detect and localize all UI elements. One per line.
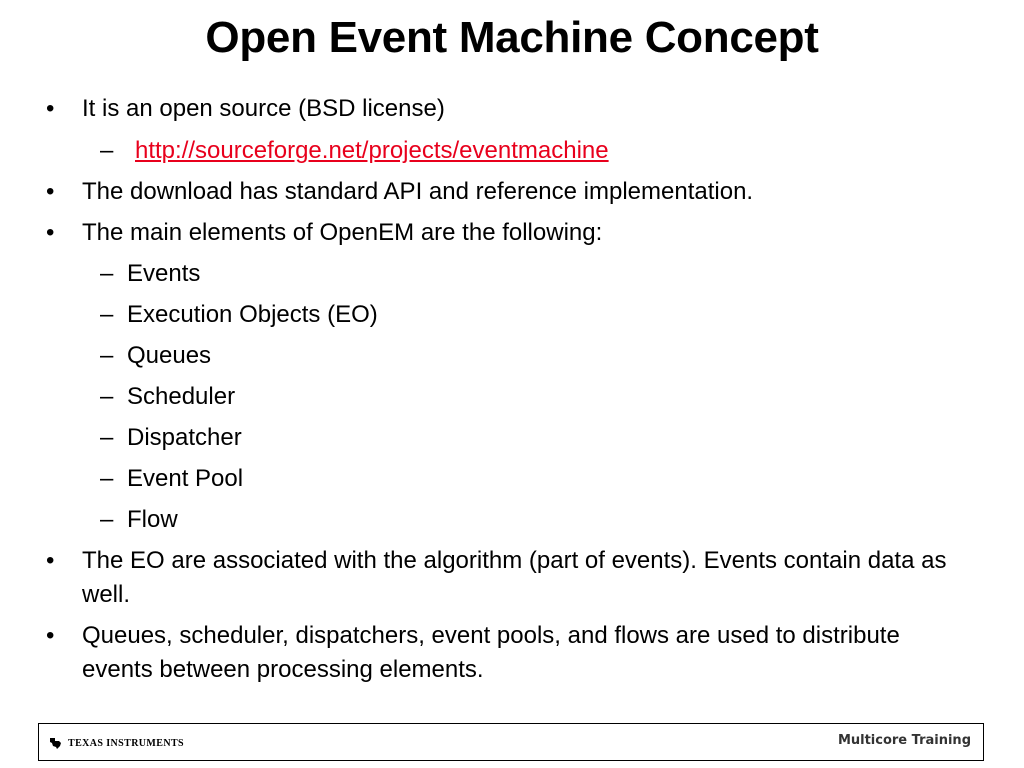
- bullet-marker: •: [46, 178, 55, 205]
- sub-bullet-item: [0, 339, 1000, 373]
- footer-course-label: Multicore Training: [837, 733, 971, 748]
- sub-bullet-text: Dispatcher: [127, 424, 242, 451]
- bullet-item: [0, 544, 1000, 612]
- sub-bullet-text: Execution Objects (EO): [127, 301, 378, 328]
- bullet-marker: •: [46, 95, 55, 122]
- ti-logo-text: TEXAS INSTRUMENTS: [68, 737, 184, 749]
- sub-bullet-text: Events: [127, 260, 201, 287]
- dash-marker: –: [100, 301, 114, 328]
- bullet-item: [0, 216, 1000, 250]
- bullet-item: [0, 175, 1000, 209]
- slide-title: Open Event Machine Concept: [205, 13, 819, 62]
- bullet-text: It is an open source (BSD license): [82, 95, 445, 122]
- dash-marker: –: [100, 424, 114, 451]
- dash-marker: –: [100, 465, 114, 492]
- bullet-marker: •: [46, 547, 55, 574]
- sub-bullet-text: Flow: [127, 506, 178, 533]
- sub-bullet-item: [0, 503, 1000, 537]
- sub-bullet-text: Event Pool: [127, 465, 244, 492]
- sub-bullet-item: [0, 134, 1000, 168]
- sub-bullet-item: [0, 462, 1000, 496]
- sub-bullet-item: [0, 421, 1000, 455]
- bullet-marker: •: [46, 622, 55, 649]
- sub-bullet-text: Queues: [127, 342, 212, 369]
- sub-bullet-item: [0, 257, 1000, 291]
- dash-marker: –: [100, 137, 114, 164]
- sourceforge-link[interactable]: http://sourceforge.net/projects/eventmachine: [135, 137, 609, 164]
- footer-bar: [38, 723, 984, 761]
- bullet-item: [0, 92, 1000, 126]
- sub-bullet-item: [0, 380, 1000, 414]
- bullet-text: The EO are associated with the algorithm (part of events). Events contain data as well.: [82, 547, 947, 608]
- dash-marker: –: [100, 383, 114, 410]
- dash-marker: –: [100, 506, 114, 533]
- sub-bullet-text: Scheduler: [127, 383, 236, 410]
- dash-marker: –: [100, 342, 114, 369]
- sub-bullet-item: [0, 298, 1000, 332]
- dash-marker: –: [100, 260, 114, 287]
- bullet-item: [0, 619, 1000, 687]
- bullet-text: The main elements of OpenEM are the following:: [82, 219, 603, 246]
- ti-logo: [49, 735, 184, 751]
- bullet-text: Queues, scheduler, dispatchers, event pools, and flows are used to distribute events between processing elements.: [82, 622, 900, 683]
- bullet-text: The download has standard API and reference implementation.: [82, 178, 754, 205]
- bullet-marker: •: [46, 219, 55, 246]
- texas-state-icon: [49, 736, 63, 750]
